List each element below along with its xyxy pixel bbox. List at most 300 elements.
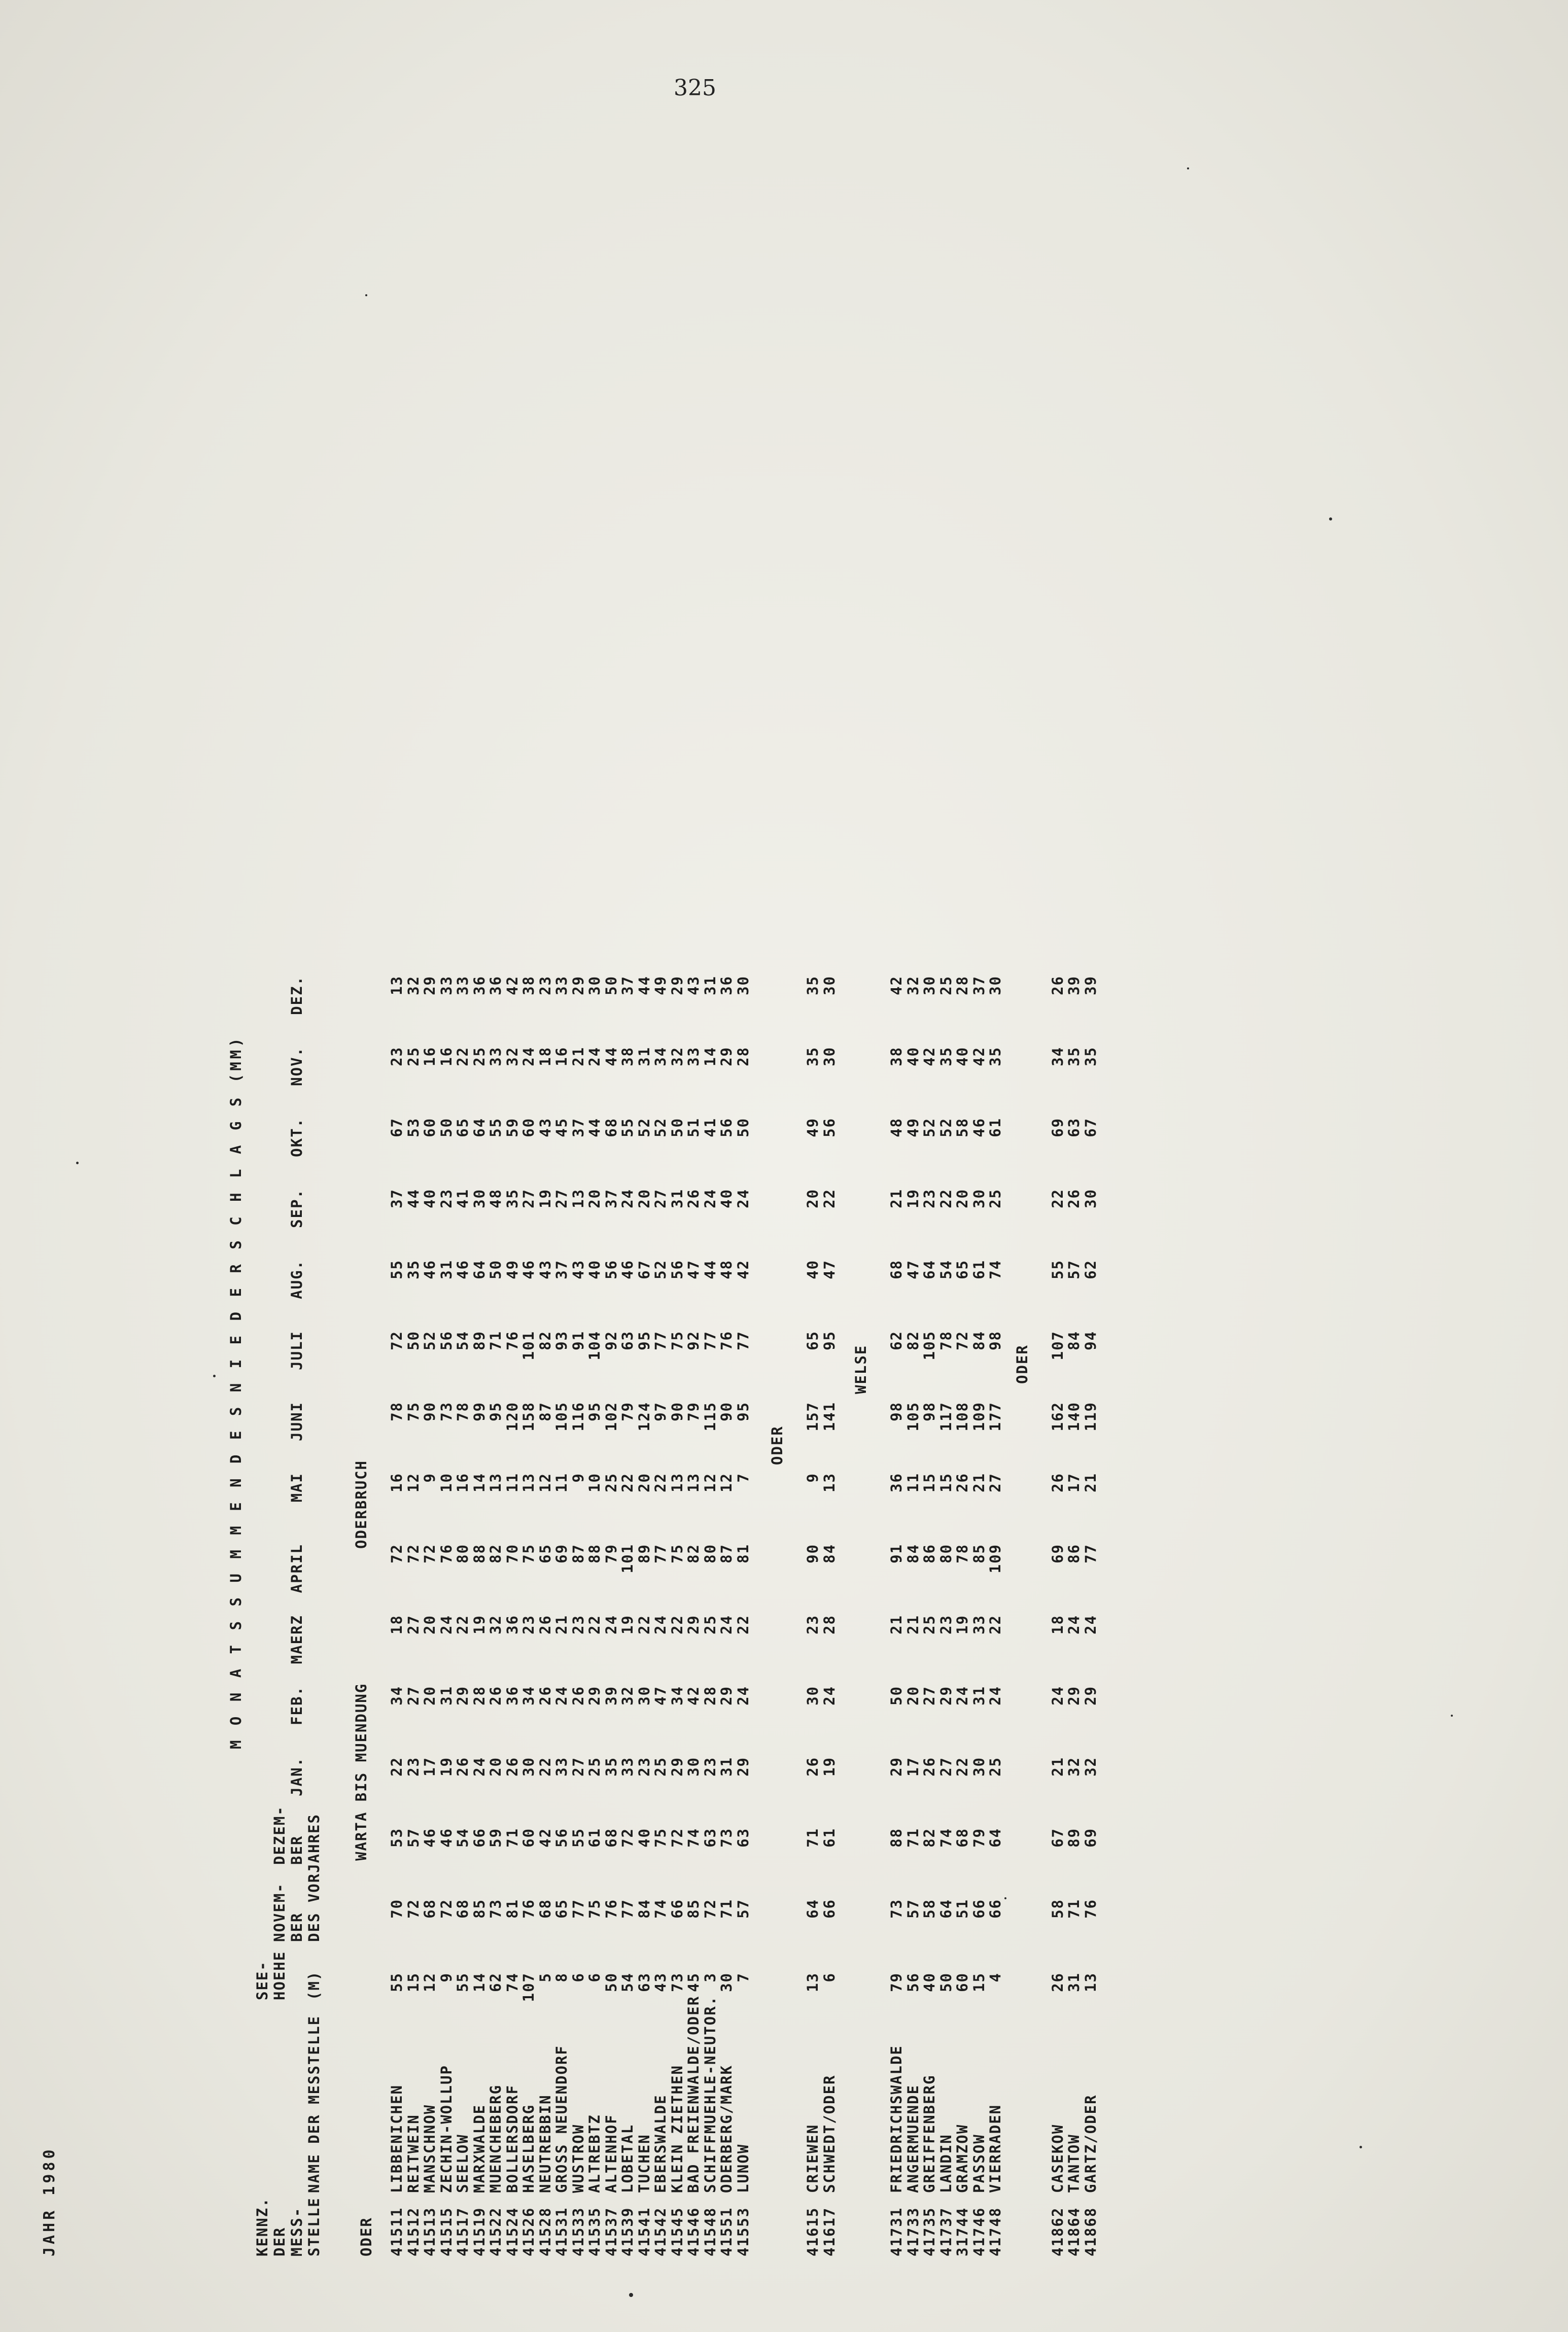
precipitation-value: 26 xyxy=(1049,1473,1066,1492)
header-seehoehe-line: HOEHE xyxy=(271,1951,288,2000)
precipitation-value: 62 xyxy=(1082,1260,1099,1279)
precipitation-value: 75 xyxy=(586,1899,603,1919)
precipitation-value: 12 xyxy=(718,1473,735,1492)
precipitation-value: 85 xyxy=(970,1544,988,1563)
precipitation-value: 36 xyxy=(487,976,504,995)
precipitation-value: 23 xyxy=(921,1189,938,1208)
precipitation-value: 141 xyxy=(820,1402,838,1432)
precipitation-value: 120 xyxy=(503,1402,521,1432)
precipitation-value: 15 xyxy=(921,1473,938,1492)
table-row xyxy=(821,192,840,2256)
precipitation-value: 77 xyxy=(701,1331,719,1350)
precipitation-value: 89 xyxy=(635,1544,653,1563)
precipitation-value: 12 xyxy=(701,1473,719,1492)
precipitation-value: 56 xyxy=(437,1331,455,1350)
precipitation-value: 24 xyxy=(954,1686,971,1706)
precipitation-value: 24 xyxy=(602,1615,620,1634)
section-label-right: ODER xyxy=(769,1425,786,1465)
precipitation-value: 35 xyxy=(1082,1047,1099,1066)
precipitation-value: 43 xyxy=(685,976,702,995)
precipitation-value: 64 xyxy=(987,1828,1004,1848)
precipitation-value: 66 xyxy=(987,1899,1004,1919)
precipitation-value: 77 xyxy=(569,1899,587,1919)
precipitation-value: 26 xyxy=(1065,1189,1083,1208)
header-seehoehe-line: (M) xyxy=(305,1970,323,2000)
precipitation-value: 31 xyxy=(635,1047,653,1066)
station-height: 62 xyxy=(487,1972,504,1992)
precipitation-value: 52 xyxy=(635,1118,653,1137)
station-id: 41533 xyxy=(569,2207,587,2256)
station-id: 41746 xyxy=(970,2207,988,2256)
precipitation-value: 20 xyxy=(804,1189,821,1208)
precipitation-value: 13 xyxy=(668,1473,686,1492)
precipitation-value: 95 xyxy=(635,1331,653,1350)
precipitation-value: 31 xyxy=(701,976,719,995)
precipitation-value: 63 xyxy=(734,1828,752,1848)
precipitation-value: 25 xyxy=(404,1047,422,1066)
precipitation-value: 32 xyxy=(487,1615,504,1634)
precipitation-value: 75 xyxy=(668,1544,686,1563)
precipitation-value: 18 xyxy=(536,1047,554,1066)
precipitation-value: 72 xyxy=(388,1331,405,1350)
precipitation-value: 44 xyxy=(602,1047,620,1066)
precipitation-value: 30 xyxy=(470,1189,488,1208)
precipitation-value: 29 xyxy=(668,976,686,995)
precipitation-value: 34 xyxy=(652,1047,669,1066)
precipitation-value: 79 xyxy=(970,1828,988,1848)
precipitation-value: 99 xyxy=(470,1402,488,1421)
precipitation-value: 25 xyxy=(987,1189,1004,1208)
precipitation-value: 85 xyxy=(685,1899,702,1919)
precipitation-value: 41 xyxy=(701,1118,719,1137)
precipitation-value: 29 xyxy=(734,1757,752,1777)
precipitation-value: 28 xyxy=(701,1686,719,1706)
year-label: JAHR 1980 xyxy=(41,2146,58,2256)
precipitation-value: 24 xyxy=(701,1189,719,1208)
station-name: SCHIFFMUEHLE-NEUTOR. xyxy=(701,1995,719,2193)
precipitation-value: 57 xyxy=(904,1899,922,1919)
precipitation-value: 23 xyxy=(569,1615,587,1634)
precipitation-value: 119 xyxy=(1082,1402,1099,1432)
precipitation-value: 90 xyxy=(804,1544,821,1563)
precipitation-value: 65 xyxy=(454,1118,471,1137)
precipitation-value: 32 xyxy=(668,1047,686,1066)
precipitation-value: 24 xyxy=(734,1189,752,1208)
precipitation-value: 104 xyxy=(586,1331,603,1361)
precipitation-value: 26 xyxy=(1049,976,1066,995)
precipitation-value: 78 xyxy=(954,1544,971,1563)
precipitation-value: 87 xyxy=(718,1544,735,1563)
station-id: 41731 xyxy=(888,2207,905,2256)
precipitation-value: 24 xyxy=(1049,1686,1066,1706)
station-name: SEELOW xyxy=(454,2134,471,2193)
station-height: 4 xyxy=(987,1972,1004,1982)
station-height: 13 xyxy=(804,1972,821,1992)
precipitation-value: 60 xyxy=(520,1118,537,1137)
station-name: ANGERMUENDE xyxy=(904,2084,922,2193)
precipitation-value: 29 xyxy=(586,1686,603,1706)
precipitation-value: 24 xyxy=(437,1615,455,1634)
precipitation-value: 78 xyxy=(388,1402,405,1421)
precipitation-value: 71 xyxy=(804,1828,821,1848)
precipitation-value: 27 xyxy=(553,1189,570,1208)
precipitation-value: 66 xyxy=(470,1828,488,1848)
precipitation-value: 85 xyxy=(470,1899,488,1919)
station-id: 41733 xyxy=(904,2207,922,2256)
precipitation-value: 31 xyxy=(970,1686,988,1706)
precipitation-value: 46 xyxy=(421,1828,438,1848)
precipitation-value: 47 xyxy=(904,1260,922,1279)
station-name: GREIFFENBERG xyxy=(921,2074,938,2193)
precipitation-value: 84 xyxy=(820,1544,838,1563)
precipitation-value: 22 xyxy=(652,1473,669,1492)
station-height: 74 xyxy=(503,1972,521,1992)
precipitation-value: 69 xyxy=(1049,1544,1066,1563)
station-height: 54 xyxy=(619,1972,636,1992)
header-name: NAME DER MESSTELLE xyxy=(305,2015,323,2193)
precipitation-value: 46 xyxy=(421,1260,438,1279)
station-height: 56 xyxy=(904,1972,922,1992)
station-name: MUENCHEBERG xyxy=(487,2084,504,2193)
station-id: 41615 xyxy=(804,2207,821,2256)
precipitation-value: 27 xyxy=(937,1757,955,1777)
precipitation-value: 40 xyxy=(904,1047,922,1066)
precipitation-value: 88 xyxy=(888,1828,905,1848)
precipitation-value: 27 xyxy=(520,1189,537,1208)
precipitation-value: 23 xyxy=(536,976,554,995)
precipitation-value: 50 xyxy=(602,976,620,995)
precipitation-value: 39 xyxy=(1082,976,1099,995)
station-name: ALTREBTZ xyxy=(586,2114,603,2193)
precipitation-value: 76 xyxy=(1082,1899,1099,1919)
precipitation-value: 109 xyxy=(970,1402,988,1432)
precipitation-value: 74 xyxy=(937,1828,955,1848)
precipitation-value: 28 xyxy=(734,1047,752,1066)
precipitation-value: 101 xyxy=(619,1544,636,1574)
precipitation-value: 54 xyxy=(937,1260,955,1279)
station-id: 41864 xyxy=(1065,2207,1083,2256)
precipitation-value: 20 xyxy=(586,1189,603,1208)
precipitation-value: 95 xyxy=(487,1402,504,1421)
precipitation-value: 44 xyxy=(586,1118,603,1137)
header-month: SEP. xyxy=(288,1189,305,1228)
station-id: 41542 xyxy=(652,2207,669,2256)
precipitation-value: 46 xyxy=(520,1260,537,1279)
precipitation-value: 23 xyxy=(701,1757,719,1777)
station-height: 45 xyxy=(685,1972,702,1992)
precipitation-value: 24 xyxy=(718,1615,735,1634)
precipitation-value: 30 xyxy=(987,976,1004,995)
station-name: MANSCHNOW xyxy=(421,2104,438,2193)
precipitation-value: 26 xyxy=(685,1189,702,1208)
precipitation-value: 41 xyxy=(454,1189,471,1208)
precipitation-value: 71 xyxy=(503,1828,521,1848)
precipitation-value: 20 xyxy=(635,1473,653,1492)
station-height: 15 xyxy=(404,1972,422,1992)
precipitation-value: 35 xyxy=(404,1260,422,1279)
precipitation-value: 52 xyxy=(937,1118,955,1137)
precipitation-value: 105 xyxy=(553,1402,570,1432)
header-month: AUG. xyxy=(288,1260,305,1299)
station-height: 30 xyxy=(718,1972,735,1992)
station-id: 41737 xyxy=(937,2207,955,2256)
precipitation-value: 50 xyxy=(888,1686,905,1706)
precipitation-value: 61 xyxy=(970,1260,988,1279)
precipitation-value: 32 xyxy=(503,1047,521,1066)
precipitation-value: 55 xyxy=(619,1118,636,1137)
precipitation-value: 67 xyxy=(1049,1828,1066,1848)
precipitation-value: 69 xyxy=(1082,1828,1099,1848)
precipitation-value: 40 xyxy=(954,1047,971,1066)
precipitation-value: 14 xyxy=(701,1047,719,1066)
station-name: CRIEWEN xyxy=(804,2124,821,2193)
precipitation-value: 109 xyxy=(987,1544,1004,1574)
station-name: LUNOW xyxy=(734,2143,752,2193)
precipitation-value: 51 xyxy=(954,1899,971,1919)
precipitation-value: 46 xyxy=(619,1260,636,1279)
precipitation-value: 68 xyxy=(536,1899,554,1919)
precipitation-value: 22 xyxy=(635,1615,653,1634)
precipitation-value: 75 xyxy=(520,1544,537,1563)
precipitation-value: 25 xyxy=(652,1757,669,1777)
precipitation-value: 77 xyxy=(652,1331,669,1350)
header-title: M O N A T S S U M M E N D E S N I E D E R S C H L A G S (MM) xyxy=(227,1035,245,1749)
precipitation-value: 26 xyxy=(454,1757,471,1777)
precipitation-value: 50 xyxy=(404,1331,422,1350)
station-height: 13 xyxy=(1082,1972,1099,1992)
precipitation-value: 18 xyxy=(1049,1615,1066,1634)
precipitation-value: 65 xyxy=(553,1899,570,1919)
precipitation-value: 25 xyxy=(701,1615,719,1634)
precipitation-value: 35 xyxy=(602,1757,620,1777)
precipitation-value: 43 xyxy=(536,1260,554,1279)
precipitation-value: 21 xyxy=(904,1615,922,1634)
station-id: 41617 xyxy=(820,2207,838,2256)
precipitation-value: 22 xyxy=(937,1189,955,1208)
precipitation-value: 62 xyxy=(888,1331,905,1350)
precipitation-value: 92 xyxy=(685,1331,702,1350)
precipitation-value: 79 xyxy=(619,1402,636,1421)
precipitation-value: 25 xyxy=(586,1757,603,1777)
station-name: SCHWEDT/ODER xyxy=(820,2074,838,2193)
precipitation-value: 84 xyxy=(635,1899,653,1919)
precipitation-value: 31 xyxy=(668,1189,686,1208)
precipitation-value: 42 xyxy=(888,976,905,995)
precipitation-value: 43 xyxy=(536,1118,554,1137)
precipitation-value: 33 xyxy=(970,1615,988,1634)
precipitation-value: 27 xyxy=(404,1615,422,1634)
precipitation-value: 33 xyxy=(619,1757,636,1777)
precipitation-value: 50 xyxy=(487,1260,504,1279)
station-id: 41546 xyxy=(685,2207,702,2256)
precipitation-value: 29 xyxy=(668,1757,686,1777)
precipitation-value: 54 xyxy=(454,1331,471,1350)
precipitation-value: 76 xyxy=(520,1899,537,1919)
precipitation-value: 91 xyxy=(569,1331,587,1350)
precipitation-value: 46 xyxy=(970,1118,988,1137)
station-id: 41541 xyxy=(635,2207,653,2256)
station-name: TANTOW xyxy=(1065,2134,1083,2193)
section-label-right: ODER xyxy=(1013,1344,1031,1384)
precipitation-value: 55 xyxy=(569,1828,587,1848)
precipitation-value: 72 xyxy=(404,1544,422,1563)
station-name: BOLLERSDORF xyxy=(503,2084,521,2193)
precipitation-value: 28 xyxy=(820,1615,838,1634)
precipitation-value: 23 xyxy=(635,1757,653,1777)
precipitation-value: 26 xyxy=(536,1615,554,1634)
station-name: ZECHIN-WOLLUP xyxy=(437,2065,455,2193)
precipitation-value: 33 xyxy=(553,1757,570,1777)
precipitation-value: 22 xyxy=(820,1189,838,1208)
precipitation-value: 59 xyxy=(503,1118,521,1137)
precipitation-value: 63 xyxy=(619,1331,636,1350)
page-number: 325 xyxy=(674,75,716,101)
precipitation-value: 44 xyxy=(701,1260,719,1279)
precipitation-value: 30 xyxy=(970,1189,988,1208)
station-id: 41513 xyxy=(421,2207,438,2256)
precipitation-value: 36 xyxy=(718,976,735,995)
header-december-line: BER xyxy=(288,1835,305,1865)
precipitation-value: 29 xyxy=(685,1615,702,1634)
precipitation-value: 88 xyxy=(470,1544,488,1563)
precipitation-value: 48 xyxy=(718,1260,735,1279)
precipitation-value: 30 xyxy=(1082,1189,1099,1208)
scan-speck xyxy=(1451,1715,1453,1717)
precipitation-value: 73 xyxy=(718,1828,735,1848)
scan-speck xyxy=(365,294,367,296)
precipitation-value: 28 xyxy=(954,976,971,995)
precipitation-value: 68 xyxy=(602,1828,620,1848)
scan-speck xyxy=(1004,1897,1006,1899)
precipitation-value: 20 xyxy=(421,1686,438,1706)
precipitation-value: 98 xyxy=(888,1402,905,1421)
precipitation-value: 98 xyxy=(921,1402,938,1421)
precipitation-value: 17 xyxy=(904,1757,922,1777)
station-height: 6 xyxy=(569,1972,587,1982)
precipitation-value: 66 xyxy=(970,1899,988,1919)
precipitation-value: 55 xyxy=(1049,1260,1066,1279)
precipitation-value: 26 xyxy=(503,1757,521,1777)
precipitation-value: 50 xyxy=(734,1118,752,1137)
precipitation-value: 68 xyxy=(602,1118,620,1137)
precipitation-value: 21 xyxy=(1049,1757,1066,1777)
header-month: OKT. xyxy=(288,1118,305,1157)
precipitation-value: 55 xyxy=(388,1260,405,1279)
precipitation-value: 24 xyxy=(987,1686,1004,1706)
precipitation-value: 21 xyxy=(569,1047,587,1066)
precipitation-value: 42 xyxy=(970,1047,988,1066)
precipitation-value: 33 xyxy=(553,976,570,995)
station-height: 14 xyxy=(470,1972,488,1992)
precipitation-value: 79 xyxy=(602,1544,620,1563)
precipitation-value: 116 xyxy=(569,1402,587,1432)
station-id: 41522 xyxy=(487,2207,504,2256)
precipitation-value: 56 xyxy=(668,1260,686,1279)
station-name: FRIEDRICHSWALDE xyxy=(888,2045,905,2193)
table-row xyxy=(735,192,754,2256)
precipitation-value: 63 xyxy=(1065,1118,1083,1137)
station-height: 7 xyxy=(734,1972,752,1982)
precipitation-value: 65 xyxy=(954,1260,971,1279)
precipitation-value: 40 xyxy=(586,1260,603,1279)
station-height: 60 xyxy=(954,1972,971,1992)
precipitation-value: 12 xyxy=(536,1473,554,1492)
precipitation-value: 35 xyxy=(503,1189,521,1208)
precipitation-value: 74 xyxy=(685,1828,702,1848)
precipitation-value: 52 xyxy=(421,1331,438,1350)
precipitation-value: 37 xyxy=(569,1118,587,1137)
station-id: 41548 xyxy=(701,2207,719,2256)
precipitation-value: 115 xyxy=(701,1402,719,1432)
precipitation-value: 21 xyxy=(1082,1473,1099,1492)
precipitation-value: 19 xyxy=(904,1189,922,1208)
station-name: BAD FREIENWALDE/ODER xyxy=(685,1995,702,2193)
header-november-line: NOVEM- xyxy=(271,1883,288,1942)
precipitation-value: 27 xyxy=(921,1686,938,1706)
precipitation-value: 29 xyxy=(1082,1686,1099,1706)
precipitation-value: 95 xyxy=(586,1402,603,1421)
precipitation-value: 27 xyxy=(987,1473,1004,1492)
scan-speck xyxy=(213,1375,216,1377)
precipitation-value: 54 xyxy=(454,1828,471,1848)
precipitation-value: 13 xyxy=(820,1473,838,1492)
precipitation-value: 22 xyxy=(388,1757,405,1777)
header-month: DEZ. xyxy=(288,976,305,1015)
precipitation-value: 24 xyxy=(470,1757,488,1777)
precipitation-value: 82 xyxy=(921,1828,938,1848)
precipitation-value: 16 xyxy=(454,1473,471,1492)
precipitation-value: 71 xyxy=(487,1331,504,1350)
precipitation-value: 72 xyxy=(701,1899,719,1919)
precipitation-value: 66 xyxy=(668,1899,686,1919)
station-height: 50 xyxy=(602,1972,620,1992)
precipitation-value: 90 xyxy=(668,1402,686,1421)
precipitation-value: 22 xyxy=(954,1757,971,1777)
precipitation-value: 16 xyxy=(437,1047,455,1066)
precipitation-value: 9 xyxy=(804,1473,821,1483)
station-height: 12 xyxy=(421,1972,438,1992)
station-height: 6 xyxy=(820,1972,838,1982)
precipitation-value: 19 xyxy=(437,1757,455,1777)
precipitation-value: 31 xyxy=(718,1757,735,1777)
station-id: 41545 xyxy=(668,2207,686,2256)
precipitation-value: 37 xyxy=(553,1260,570,1279)
precipitation-value: 35 xyxy=(1065,1047,1083,1066)
precipitation-value: 19 xyxy=(619,1615,636,1634)
precipitation-value: 24 xyxy=(1065,1615,1083,1634)
scan-speck xyxy=(76,1162,79,1164)
precipitation-value: 46 xyxy=(454,1260,471,1279)
header-month: JUNI xyxy=(288,1402,305,1441)
precipitation-value: 86 xyxy=(921,1544,938,1563)
precipitation-value: 52 xyxy=(921,1118,938,1137)
station-id: 41539 xyxy=(619,2207,636,2256)
header-vorjahr: DES VORJAHRES xyxy=(305,1814,323,1942)
precipitation-value: 68 xyxy=(888,1260,905,1279)
precipitation-value: 84 xyxy=(1065,1331,1083,1350)
precipitation-value: 11 xyxy=(503,1473,521,1492)
precipitation-value: 24 xyxy=(520,1047,537,1066)
precipitation-value: 9 xyxy=(569,1473,587,1483)
precipitation-value: 26 xyxy=(804,1757,821,1777)
header-kennz-line: DER xyxy=(271,2226,288,2256)
precipitation-value: 105 xyxy=(904,1402,922,1432)
precipitation-value: 22 xyxy=(987,1615,1004,1634)
precipitation-value: 57 xyxy=(734,1899,752,1919)
station-id: 41862 xyxy=(1049,2207,1066,2256)
precipitation-value: 14 xyxy=(470,1473,488,1492)
precipitation-value: 72 xyxy=(404,1899,422,1919)
